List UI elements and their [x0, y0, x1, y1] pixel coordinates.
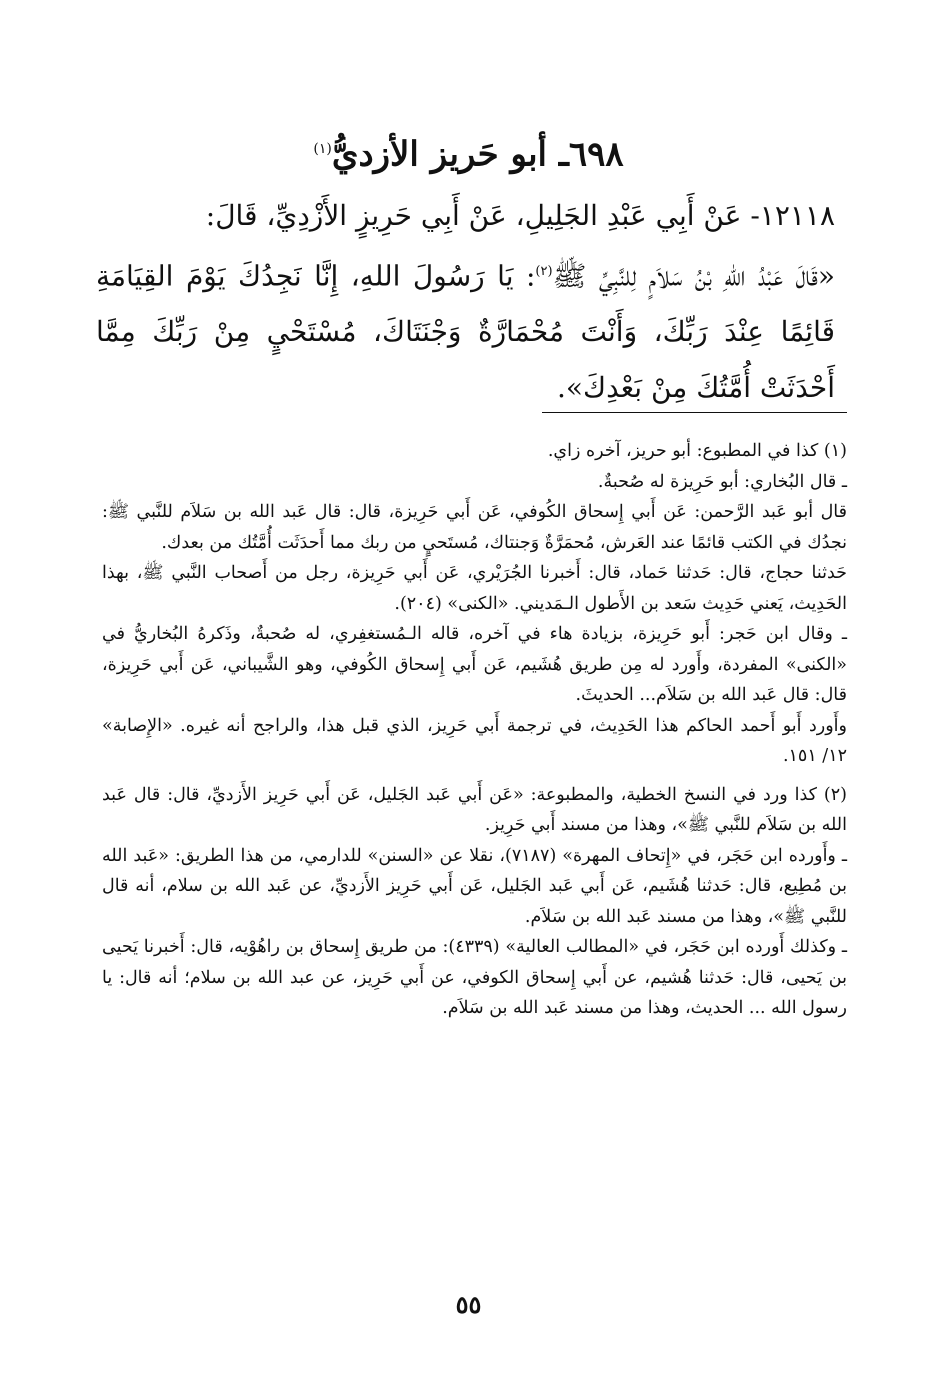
chapter-title — [100, 119, 837, 184]
chapter-title-text: ٦٩٨ـ أبو حَريز الأزديُّ — [331, 134, 624, 175]
hadith-text — [96, 188, 835, 416]
footnote-paragraph: ـ وأَورده ابن حَجَر، في «إِتحاف المهرة» (٧١٨٧)، نقلا عن «السنن» للدارمي، من هذا الطريق: «عَبد الله بن مُطِيع، قال: حَدثنا هُشَيم، عَن أَبي عَبد الجَليل، عَن أَبي حَرِيز الأَزديِّ، عن عَبد الله بن سلام، أنه قال للنَّبي ﷺ»، وهذا من مسند عَبد الله بن سَلاَم. — [102, 845, 847, 927]
hadith-matn-part-2: : يَا رَسُولَ اللهِ، إِنَّا نَجِدُكَ يَوْمَ القِيَامَةِ قَائِمًا عِنْدَ رَبِّكَ، وَأَنْتَ مُحْمَارَّةٌ وَجْنَتَاكَ، مُسْتَحْيٍ مِنْ رَبِّكَ مِمَّا أَحْدَثَتْ أُمَّتُكَ مِنْ بَعْدِكَ». — [96, 259, 835, 405]
footnote-paragraph: ـ وقال ابن حَجر: أَبو حَرِيزة، بزيادة هاء في آخره، قاله الـمُستغفِري، له صُحبةٌ، وذَكرهُ البُخاريُّ في «الكنى» المفردة، وأَورد له مِن طريق هُشَيم، عَن أَبي إِسحاق الكُوفي، وهو الشَّيباني، عَن أَبي حَرِيزة، قال: قال عَبد الله بن سَلاَم... الحديثَ. — [102, 624, 847, 705]
footnote-paragraph: حَدثنا حجاج، قال: حَدثنا حَماد، قال: أَخبرنا الجُرَيْري، عَن أَبي حَرِيزة، رجل من أَصحاب النَّبي ﷺ، بهذا الحَدِيث، يَعني حَدِيث سَعد بن الأَطول الـمَديني. «الكنى» (٢٠٤). — [102, 563, 847, 614]
hadith-matn — [96, 244, 835, 416]
footnote-ref-1: (١) — [313, 140, 332, 157]
footnote-paragraph: وأَورد أَبو أَحمد الحاكم هذا الحَدِيث، في ترجمة أَبي حَرِيز، الذي قبل هذا، والراجح أنه غيره. «الإِصابة» ١٢/ ١٥١. — [102, 715, 847, 766]
footnote-ref-2: (٢) — [535, 264, 553, 279]
footnotes — [102, 436, 847, 1024]
page-number: ٥٥ — [455, 1290, 482, 1319]
hadith-matn-part-1: «قَالَ عَبْدُ اللهِ بْنُ سَلاَمٍ لِلنَّبِيِّ ﷺ — [552, 259, 835, 293]
footnote-paragraph: ـ قال البُخاري: أبو حَرِيزة له صُحبةٌ. — [597, 471, 847, 492]
footnote-paragraph: قال أبو عَبد الرَّحمن: عَن أَبي إِسحاق الكُوفي، عَن أَبي حَرِيزة، قال: قال عَبد الله بن سَلاَم للنَّبي ﷺ: نجدُك في الكتب قائمًا عند العَرش، مُحمَرَّةٌ وَجنتاك، مُستَحيٍ من ربك مما أَحدَثَت أُمَّتُك من بعدك. — [102, 502, 847, 553]
footnote-separator — [542, 412, 847, 413]
footnote-paragraph: (٢) كذا ورد في النسخ الخطية، والمطبوعة: «عَن أَبي عَبد الجَليل، عَن أَبي حَرِيز الأَزديِّ، قال: قال عَبد الله بن سَلاَم للنَّبي ﷺ»، وهذا من مسند أَبي حَرِيز. — [102, 784, 847, 835]
footnote-paragraph: (١) كذا في المطبوع: أبو حريز، آخره زاي. — [547, 441, 847, 461]
footnote-paragraph: ـ وكذلك أَورده ابن حَجَر، في «المطالب العالية» (٤٣٣٩): من طريق إِسحاق بن راهُوْيه، قال: أَخبرنا يَحيى بن يَحيى، قال: حَدثنا هُشيم، عن أَبي إِسحاق الكوفي، عن أَبي حَرِيز، عن عبد الله بن سلام؛ أنه قال: يا رسول الله ... الحديث، وهذا من مسند عَبد الله بن سَلاَم. — [102, 937, 847, 1018]
hadith-isnad: ١٢١١٨- عَنْ أَبِي عَبْدِ الجَلِيلِ، عَنْ أَبِي حَرِيزٍ الأَزْدِيِّ، قَالَ: — [205, 199, 835, 232]
